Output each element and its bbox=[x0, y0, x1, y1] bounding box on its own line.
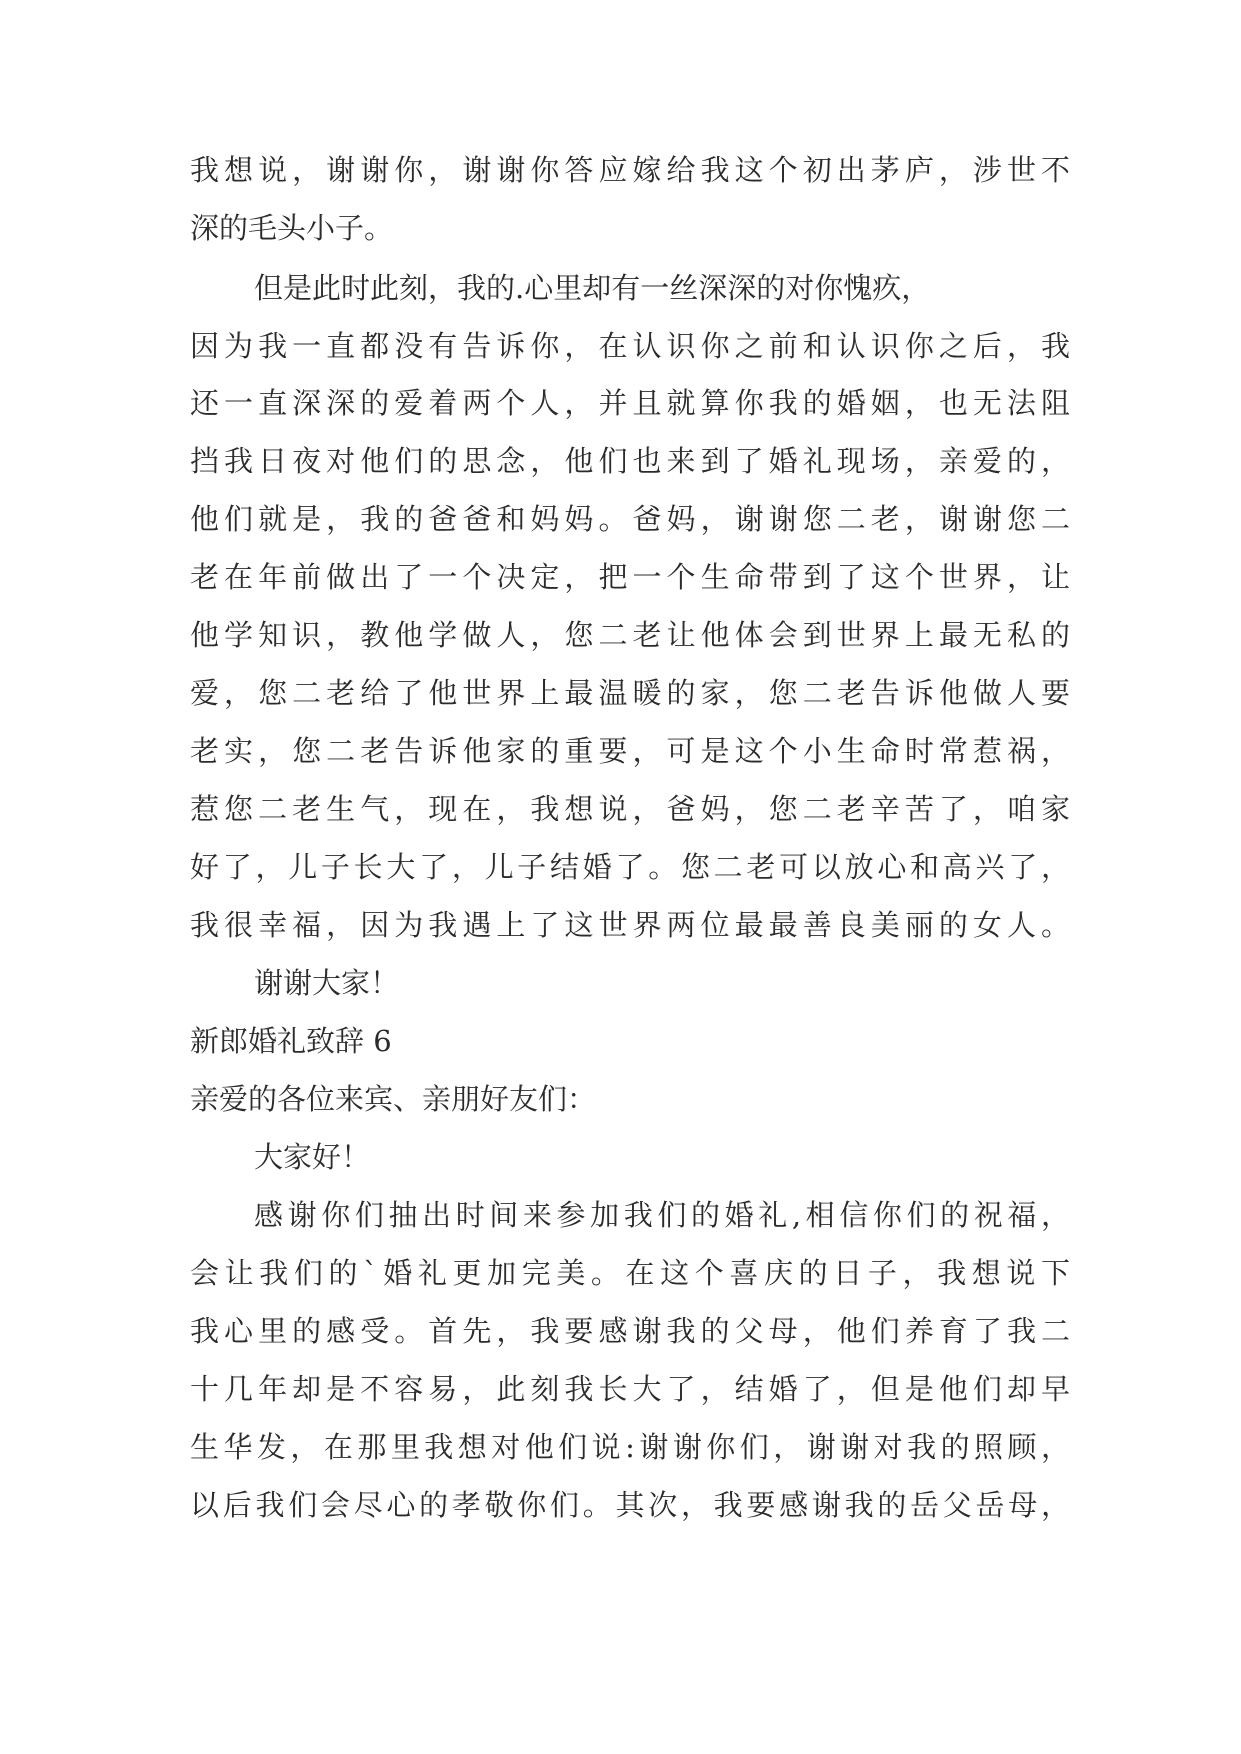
text-line: 他们就是，我的爸爸和妈妈。爸妈，谢谢您二老，谢谢您二 bbox=[190, 502, 1070, 536]
text-line: 老在年前做出了一个决定，把一个生命带到了这个世界，让 bbox=[190, 560, 1070, 594]
text-line: 以后我们会尽心的孝敬你们。其次，我要感谢我的岳父岳母， bbox=[190, 1488, 1070, 1522]
text-line: 我心里的感受。首先，我要感谢我的父母，他们养育了我二 bbox=[190, 1314, 1070, 1348]
greeting: 大家好！ bbox=[254, 1140, 371, 1174]
text-line: 但是此时此刻，我的.心里却有一丝深深的对你愧疚， bbox=[254, 271, 931, 305]
text-line: 因为我一直都没有告诉你，在认识你之前和认识你之后，我 bbox=[190, 329, 1070, 363]
text-line: 生华发，在那里我想对他们说:谢谢你们，谢谢对我的照顾， bbox=[190, 1430, 1070, 1464]
text-line: 他学知识，教他学做人，您二老让他体会到世界上最无私的 bbox=[190, 618, 1070, 652]
text-line: 老实，您二老告诉他家的重要，可是这个小生命时常惹祸， bbox=[190, 734, 1070, 768]
text-line: 好了，儿子长大了，儿子结婚了。您二老可以放心和高兴了， bbox=[190, 850, 1070, 884]
text-line: 十几年却是不容易，此刻我长大了，结婚了，但是他们却早 bbox=[190, 1372, 1070, 1406]
text-line: 惹您二老生气，现在，我想说，爸妈，您二老辛苦了，咱家 bbox=[190, 792, 1070, 826]
text-line: 会让我们的`婚礼更加完美。在这个喜庆的日子，我想说下 bbox=[190, 1256, 1070, 1290]
text-line: 还一直深深的爱着两个人，并且就算你我的婚姻，也无法阻 bbox=[190, 386, 1070, 420]
text-line: 挡我日夜对他们的思念，他们也来到了婚礼现场，亲爱的， bbox=[190, 444, 1070, 478]
text-line: 爱，您二老给了他世界上最温暖的家，您二老告诉他做人要 bbox=[190, 676, 1070, 710]
section-heading: 新郎婚礼致辞 6 bbox=[190, 1024, 392, 1058]
text-line: 我很幸福，因为我遇上了这世界两位最最善良美丽的女人。 bbox=[190, 908, 1070, 942]
text-line: 我想说，谢谢你，谢谢你答应嫁给我这个初出茅庐，涉世不 bbox=[190, 153, 1070, 187]
text-line: 感谢你们抽出时间来参加我们的婚礼,相信你们的祝福， bbox=[254, 1198, 1070, 1232]
text-line: 深的毛头小子。 bbox=[190, 211, 394, 245]
text-line: 谢谢大家！ bbox=[254, 966, 400, 1000]
salutation: 亲爱的各位来宾、亲朋好友们： bbox=[190, 1082, 597, 1116]
